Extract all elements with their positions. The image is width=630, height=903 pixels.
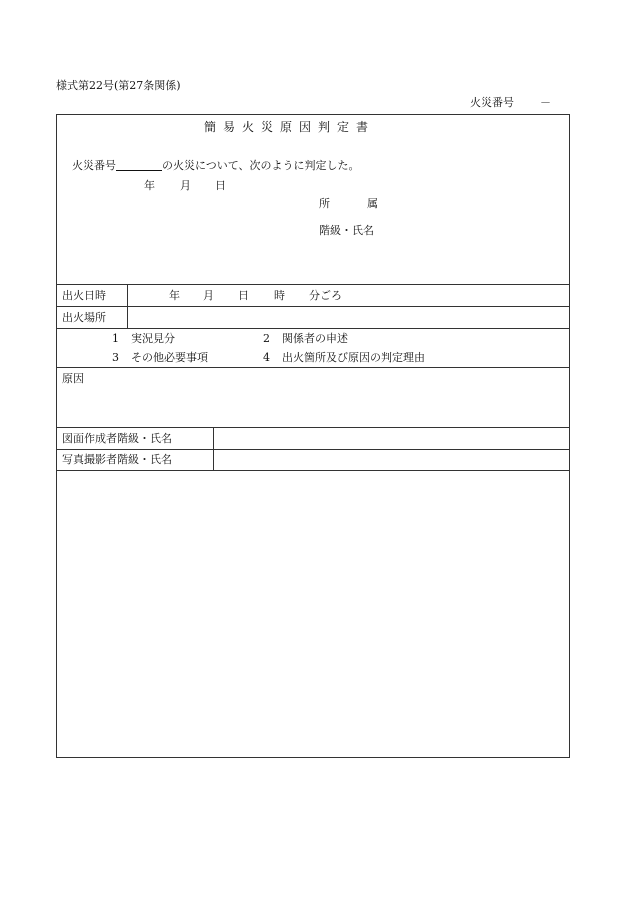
date-month: 月: [180, 179, 191, 192]
statement-line: [72, 159, 360, 171]
cause-field[interactable]: [58, 388, 568, 425]
form-number-label: 様式第22号(第27条関係): [56, 79, 181, 92]
outbreak-datetime-label: 出火日時: [62, 289, 106, 302]
basis-item-3: 3 その他必要事項: [112, 351, 208, 364]
date-year: 年: [144, 179, 155, 192]
rank-name-label: 階級・氏名: [319, 224, 374, 237]
datetime-year: 年: [169, 289, 180, 302]
divider: [56, 306, 570, 307]
datetime-month: 月: [203, 289, 214, 302]
cause-label: 原因: [62, 372, 84, 385]
outbreak-place-label: 出火場所: [62, 311, 106, 324]
column-divider: [213, 427, 214, 470]
datetime-hour: 時: [274, 289, 285, 302]
basis-item-1: 1 実況見分: [112, 332, 175, 345]
divider: [56, 284, 570, 285]
fire-number-blank[interactable]: [116, 159, 162, 171]
fire-number-label: 火災番号: [470, 96, 514, 109]
divider: [56, 427, 570, 428]
divider: [56, 328, 570, 329]
drawing-creator-field[interactable]: [216, 429, 568, 447]
statement-prefix: 火災番号: [72, 159, 116, 172]
outbreak-place-field[interactable]: [130, 308, 568, 326]
divider: [56, 470, 570, 471]
affiliation-char-1: 所: [319, 197, 330, 210]
date-day: 日: [215, 179, 226, 192]
form-title: 簡易火災原因判定書: [204, 120, 376, 134]
datetime-day: 日: [238, 289, 249, 302]
datetime-minute: 分ごろ: [309, 289, 342, 302]
photographer-field[interactable]: [216, 451, 568, 469]
affiliation-char-2: 属: [367, 197, 378, 210]
drawing-creator-label: 図面作成者階級・氏名: [62, 432, 172, 445]
divider: [56, 367, 570, 368]
basis-item-2: 2 関係者の申述: [263, 332, 348, 345]
attachment-area[interactable]: [58, 472, 568, 756]
basis-item-4: 4 出火箇所及び原因の判定理由: [263, 351, 425, 364]
fire-number-dash: －: [540, 96, 551, 109]
statement-suffix: の火災について、次のように判定した。: [162, 159, 360, 172]
divider: [56, 449, 570, 450]
photographer-label: 写真撮影者階級・氏名: [62, 453, 172, 466]
column-divider: [127, 284, 128, 328]
